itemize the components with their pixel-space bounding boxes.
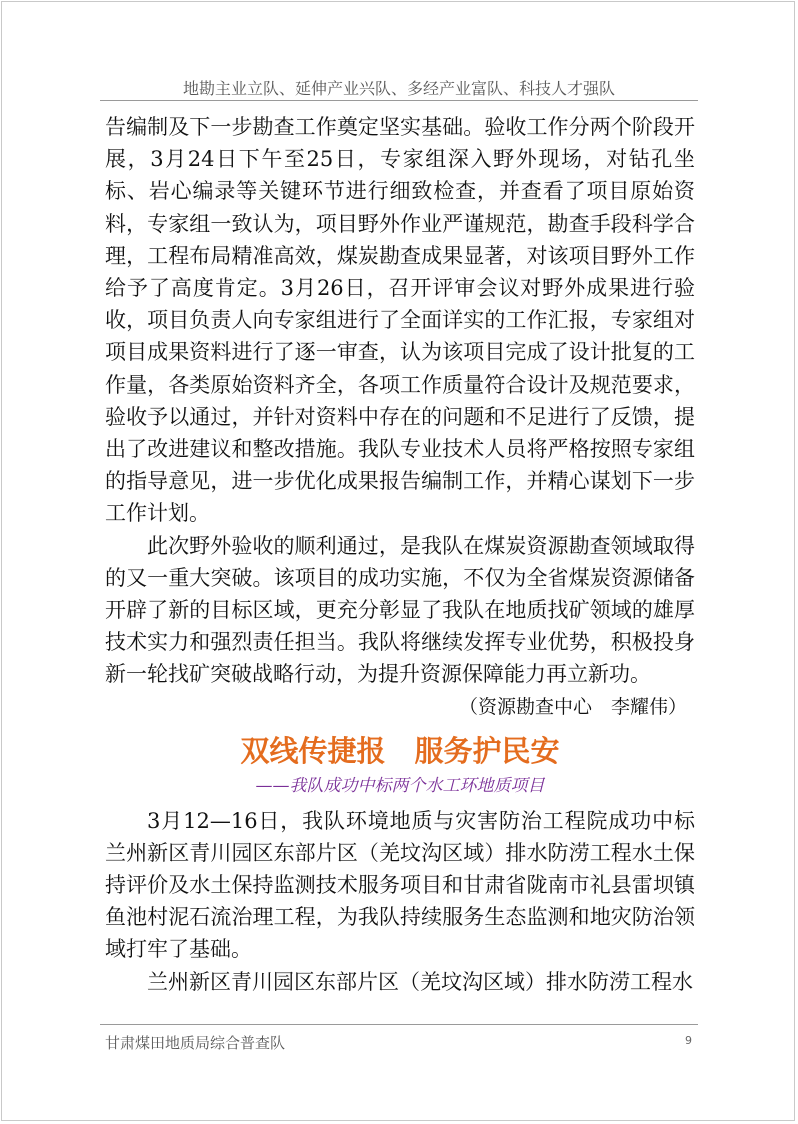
article2-paragraph-1: 3月12—16日，我队环境地质与灾害防治工程院成功中标兰州新区青川园区东部片区（羌坟沟区域）排水防涝工程水土保持评价及水土保持监测技术服务项目和甘肃省陇南市礼县雷坝镇鱼池村泥石流治理工程，为我队持续服务生态监测和地灾防治领域打牢了基础。: [105, 808, 695, 962]
article-body: [105, 111, 695, 998]
article1-paragraph-1: 告编制及下一步勘查工作奠定坚实基础。验收工作分两个阶段开展，3月24日下午至25日，专家组深入野外现场，对钻孔坐标、岩心编录等关键环节进行细致检查，并查看了项目原始资料，专家组一致认为，项目野外作业严谨规范，勘查手段科学合理，工程布局精准高效，煤炭勘查成果显著，对该项目野外工作给予了高度肯定。3月26日，召开评审会议对野外成果进行验收，项目负责人向专家组进行了全面详实的工作汇报，专家组对项目成果资料进行了逐一审查，认为该项目完成了设计批复的工作量，各类原始资料齐全，各项工作质量符合设计及规范要求，验收予以通过，并针对资料中存在的问题和不足进行了反馈，提出了改进建议和整改措施。我队专业技术人员将严格按照专家组的指导意见，进一步优化成果报告编制工作，并精心谋划下一步工作计划。: [105, 115, 695, 526]
article2-paragraph-2: 兰州新区青川园区东部片区（羌坟沟区域）排水防涝工程水: [147, 969, 693, 994]
article2-title: 双线传捷报 服务护民安: [240, 733, 560, 768]
article2-subtitle: ——我队成功中标两个水工环地质项目: [255, 775, 545, 796]
running-header: 地勘主业立队、延伸产业兴队、多经产业富队、科技人才强队: [182, 79, 615, 98]
page-number: 9: [685, 1034, 692, 1047]
header-rule: [100, 100, 698, 101]
footer-rule: [100, 1024, 698, 1025]
article1-paragraph-2: 此次野外验收的顺利通过，是我队在煤炭资源勘查领域取得的又一重大突破。该项目的成功实施，不仅为全省煤炭资源储备开辟了新的目标区域，更充分彰显了我队在地质找矿领域的雄厚技术实力和强烈责任担当。我队将继续发挥专业优势，积极投身新一轮找矿突破战略行动，为提升资源保障能力再立新功。: [105, 533, 695, 687]
article1-signature: （资源勘查中心 李耀伟）: [458, 695, 687, 718]
footer-organization: 甘肃煤田地质局综合普查队: [105, 1034, 286, 1052]
